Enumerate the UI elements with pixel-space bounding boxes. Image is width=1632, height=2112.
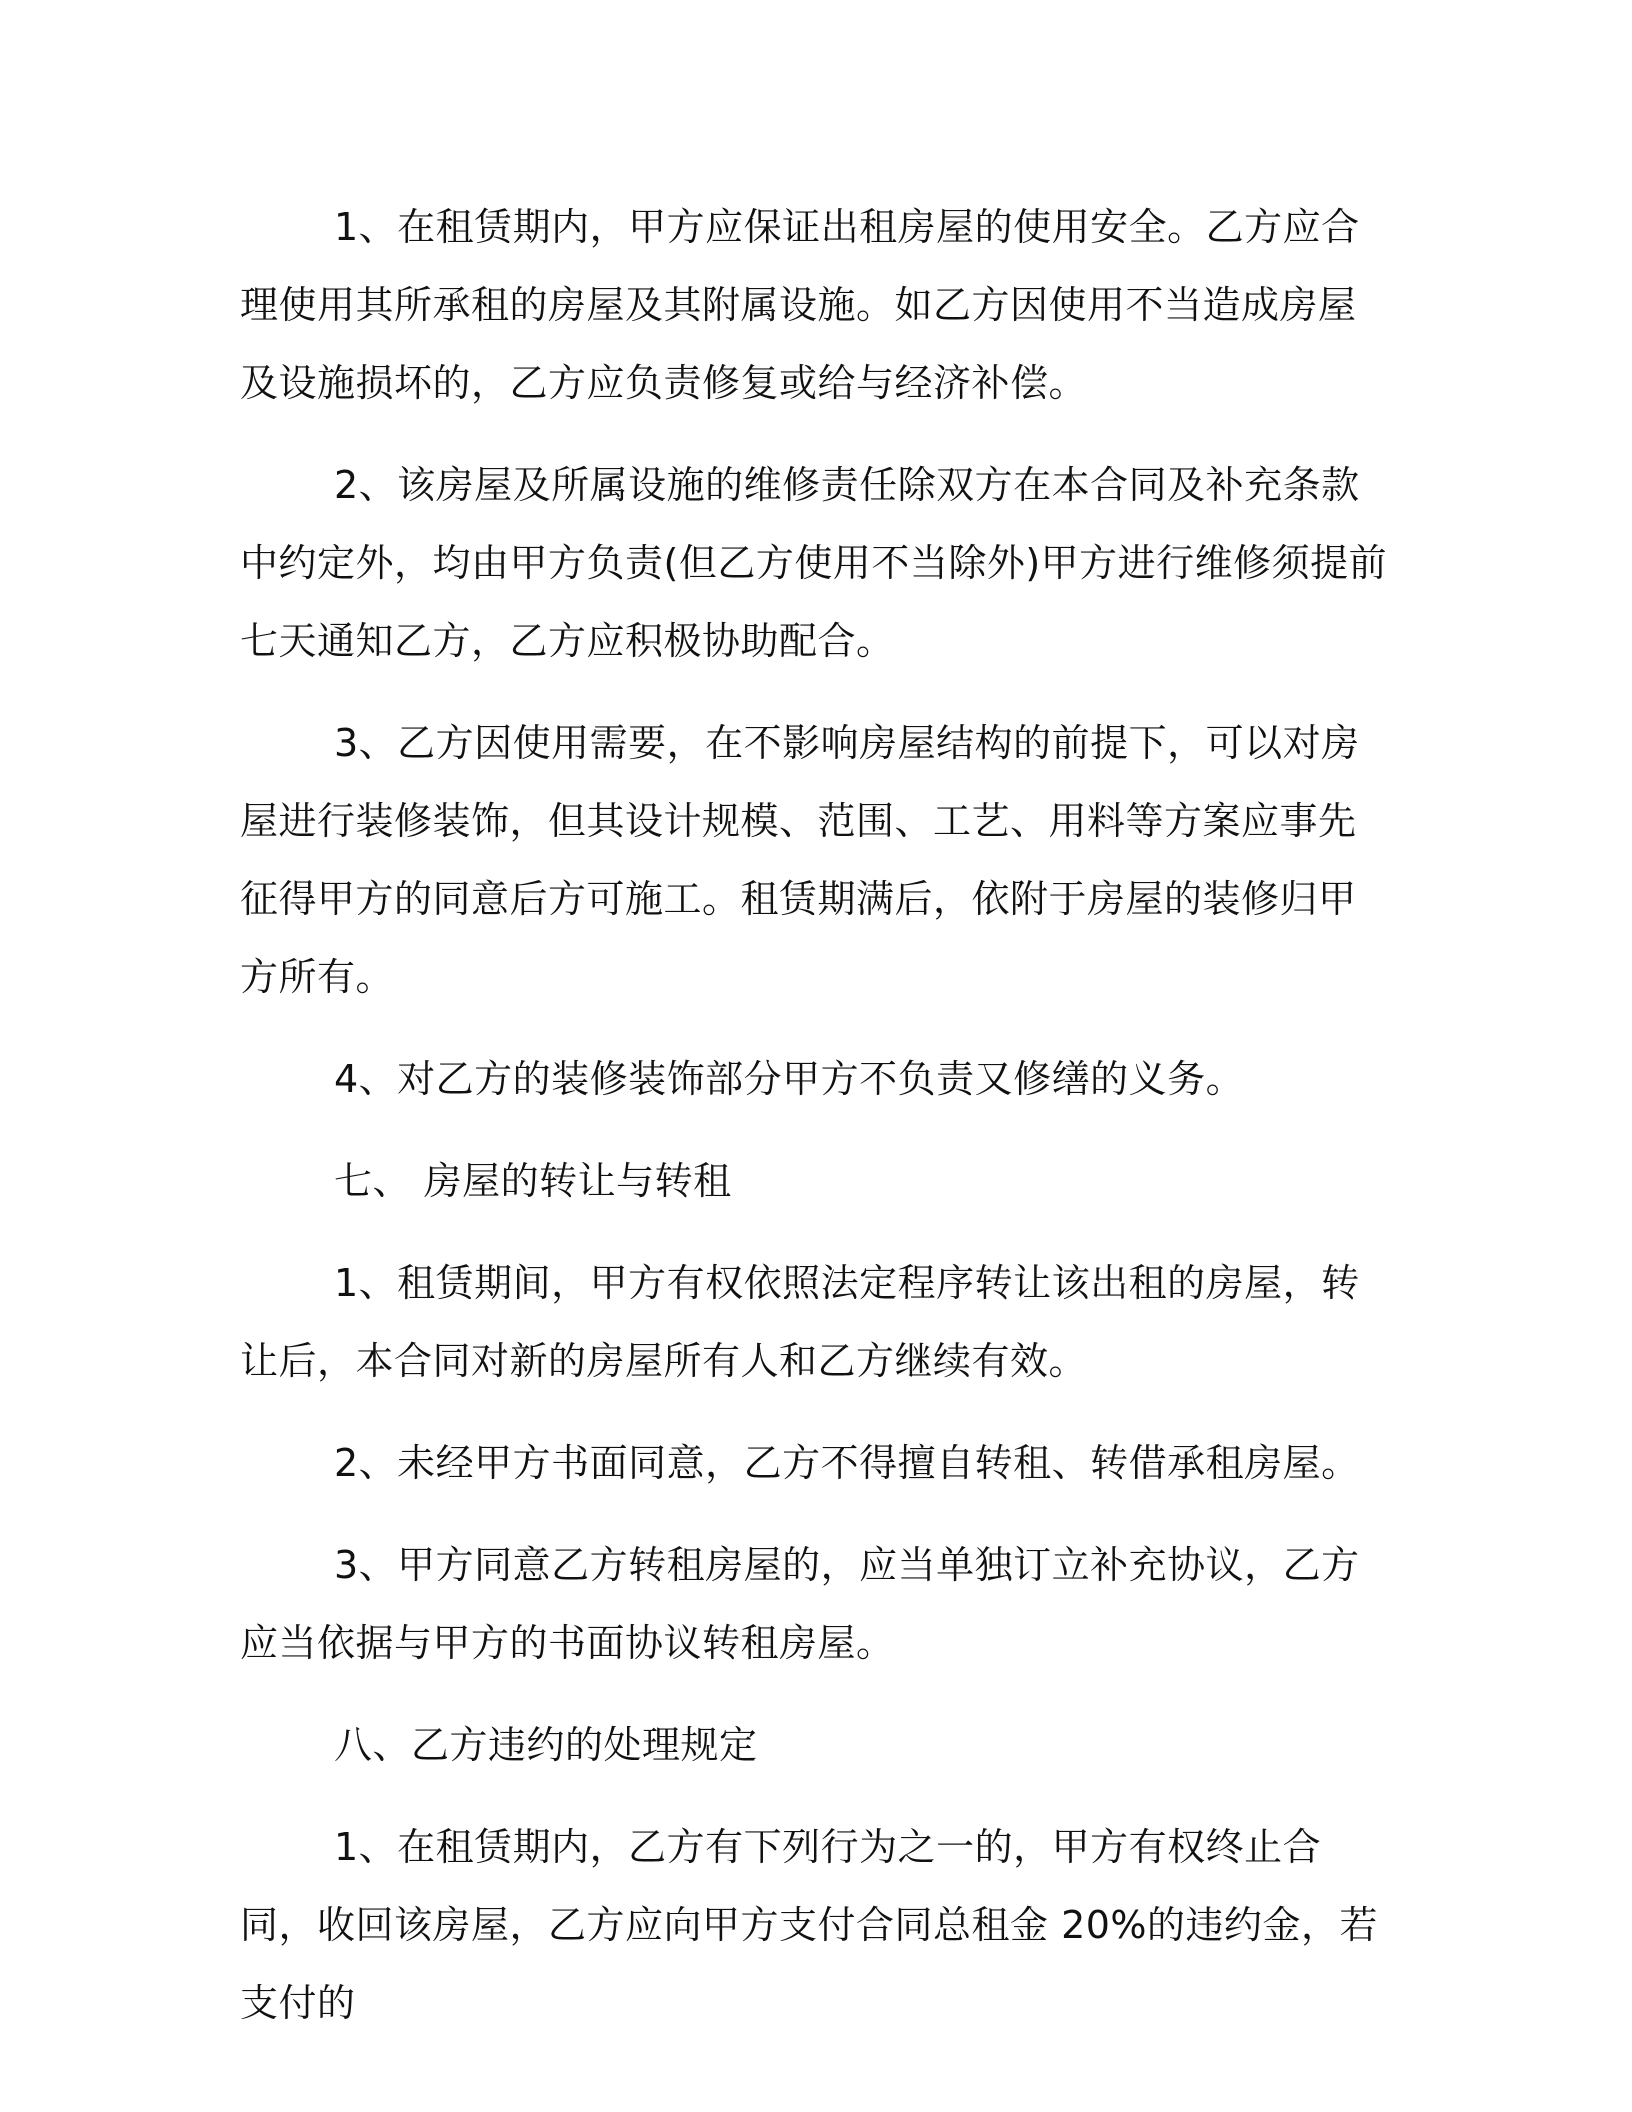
section-heading-7: 七、 房屋的转让与转租 xyxy=(334,1159,732,1203)
section-heading-8: 八、乙方违约的处理规定 xyxy=(334,1723,758,1767)
document-body xyxy=(240,188,1390,2066)
clause-7-3: 3、甲方同意乙方转租房屋的，应当单独订立补充协议，乙方应当依据与甲方的书面协议转租房屋。 xyxy=(240,1543,1360,1665)
clause-8-1: 1、在租赁期内，乙方有下列行为之一的，甲方有权终止合同，收回该房屋，乙方应向甲方支付合同总租金 20%的违约金，若支付的 xyxy=(240,1825,1379,2025)
clause-6-3: 3、乙方因使用需要，在不影响房屋结构的前提下，可以对房屋进行装修装饰，但其设计规模、范围、工艺、用料等方案应事先征得甲方的同意后方可施工。租赁期满后，依附于房屋的装修归甲方所有。 xyxy=(240,721,1360,999)
clause-6-4: 4、对乙方的装修装饰部分甲方不负责又修缮的义务。 xyxy=(334,1057,1245,1101)
clause-6-2: 2、该房屋及所属设施的维修责任除双方在本合同及补充条款中约定外，均由甲方负责(但乙方使用不当除外)甲方进行维修须提前七天通知乙方，乙方应积极协助配合。 xyxy=(240,463,1388,663)
clause-6-1: 1、在租赁期内，甲方应保证出租房屋的使用安全。乙方应合理使用其所承租的房屋及其附属设施。如乙方因使用不当造成房屋及设施损坏的，乙方应负责修复或给与经济补偿。 xyxy=(240,205,1360,405)
clause-7-1: 1、租赁期间，甲方有权依照法定程序转让该出租的房屋，转让后，本合同对新的房屋所有人和乙方继续有效。 xyxy=(240,1261,1360,1383)
clause-7-2: 2、未经甲方书面同意，乙方不得擅自转租、转借承租房屋。 xyxy=(334,1441,1360,1485)
